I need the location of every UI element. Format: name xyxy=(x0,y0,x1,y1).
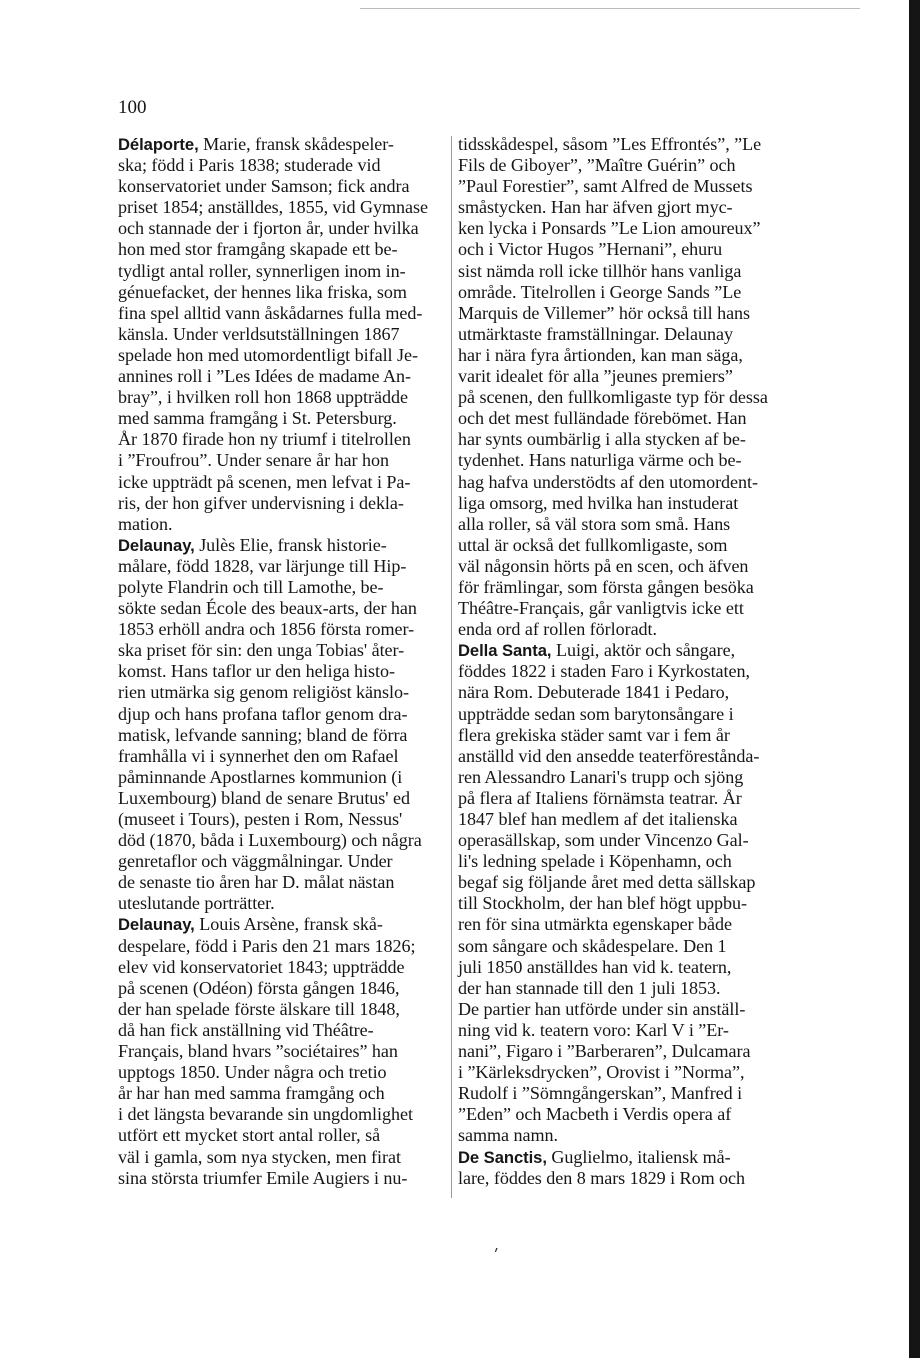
right-column-line xyxy=(458,830,798,851)
line-text: ”Eden” och Macbeth i Verdis opera af xyxy=(458,1104,732,1125)
line-text: för främlingar, som första gången besöka xyxy=(458,576,754,597)
left-column-line xyxy=(118,239,446,260)
line-text: sökte sedan École des beaux-arts, der han xyxy=(118,598,417,619)
right-column-line xyxy=(458,134,798,155)
line-text: nära Rom. Debuterade 1841 i Pedaro, xyxy=(458,682,730,703)
line-text: Rudolf i ”Sömngångerskan”, Manfred i xyxy=(458,1083,743,1104)
right-column-line xyxy=(458,429,798,450)
left-column-line xyxy=(118,767,446,788)
line-text: 1847 blef han medlem af det italienska xyxy=(458,809,738,829)
scan-edge xyxy=(909,0,920,1358)
line-text: till Stockholm, der han blef högt uppbu- xyxy=(458,893,747,914)
line-text: hag hafva understödts af den utomordent- xyxy=(458,471,758,492)
line-text: rien utmärka sig genom religiöst känslo- xyxy=(118,682,409,703)
left-column-line xyxy=(118,725,446,746)
line-text: varit idealet för alla ”jeunes premiers” xyxy=(458,366,733,387)
line-text: bray”, i hvilken roll hon 1868 uppträdde xyxy=(118,387,408,408)
right-column-line xyxy=(458,978,798,999)
left-column-line xyxy=(118,493,446,514)
line-text: elev vid konservatoriet 1843; uppträdde xyxy=(118,956,405,977)
left-column-line xyxy=(118,387,446,408)
line-text: påminnande Apostlarnes kommunion (i xyxy=(118,766,403,787)
line-text: känsla. Under verldsutställningen 1867 xyxy=(118,323,400,344)
line-text: Français, bland hvars ”sociétaires” han xyxy=(118,1041,398,1062)
line-text: har synts oumbärlig i alla stycken af be- xyxy=(458,429,746,450)
left-column-line xyxy=(118,1041,446,1062)
right-column-line xyxy=(458,155,798,176)
line-text: i ”Froufrou”. Under senare år har hon xyxy=(118,450,389,471)
line-text: matisk, lefvande sanning; bland de förra xyxy=(118,724,408,745)
line-text: på scenen (Odéon) första gången 1846, xyxy=(118,977,400,998)
right-column-line xyxy=(458,661,798,682)
line-text: Julès Elie, fransk historie- xyxy=(194,534,387,555)
line-text: och i Victor Hugos ”Hernani”, ehuru xyxy=(458,239,723,260)
line-text: génuefacket, der hennes lika friska, som xyxy=(118,281,407,302)
right-column-line xyxy=(458,261,798,282)
line-text: område. Titelrollen i George Sands ”Le xyxy=(458,281,742,302)
line-text: och det mest fulländade förebömet. Han xyxy=(458,408,747,429)
line-text: föddes 1822 i staden Faro i Kyrkostaten, xyxy=(458,661,750,682)
line-text: ”Paul Forestier”, samt Alfred de Mussets xyxy=(458,176,753,197)
page-number: 100 xyxy=(118,97,147,118)
right-column-line xyxy=(458,767,798,788)
right-column-line xyxy=(458,556,798,577)
right-column-line xyxy=(458,577,798,598)
line-text: väl i gamla, som nya stycken, men firat xyxy=(118,1146,401,1167)
line-text: på scenen, den fullkomligaste typ för dessa xyxy=(458,387,768,408)
left-column-line xyxy=(118,682,446,703)
line-text: sist nämda roll icke tillhör hans vanliga xyxy=(458,260,742,281)
line-text: uteslutande porträtter. xyxy=(118,893,275,914)
line-text: väl någonsin hörts på en scen, och äfven xyxy=(458,555,749,576)
left-column-line xyxy=(118,408,446,429)
left-column-line xyxy=(118,830,446,851)
line-text: år har han med samma framgång och xyxy=(118,1083,385,1104)
left-column-line xyxy=(118,640,446,661)
line-text: Luigi, aktör och sångare, xyxy=(551,640,736,661)
left-column-line xyxy=(118,999,446,1020)
line-text: konservatoriet under Samson; fick andra xyxy=(118,176,410,197)
line-text: begaf sig följande året med detta sällskap xyxy=(458,872,756,893)
left-column-line xyxy=(118,429,446,450)
left-column-line xyxy=(118,788,446,809)
right-column-line xyxy=(458,957,798,978)
line-text: sina största triumfer Emile Augiers i nu- xyxy=(118,1167,408,1188)
line-text: målare, född 1828, var lärjunge till Hip- xyxy=(118,555,407,576)
entry-headword: Délaporte, xyxy=(118,135,199,154)
line-text: nani”, Figaro i ”Barberaren”, Dulcamara xyxy=(458,1041,751,1062)
line-text: då han fick anställning vid Théâtre- xyxy=(118,1019,374,1040)
line-text: (museet i Tours), pesten i Rom, Nessus' xyxy=(118,809,403,829)
line-text: li's ledning spelade i Köpenhamn, och xyxy=(458,851,732,872)
right-column-line xyxy=(458,1041,798,1062)
right-column-line xyxy=(458,366,798,387)
left-column-line xyxy=(118,661,446,682)
left-column-line xyxy=(118,556,446,577)
left-column-line xyxy=(118,345,446,366)
line-text: De partier han utförde under sin anställ- xyxy=(458,998,746,1019)
left-column-line xyxy=(118,514,446,535)
line-text: Théâtre-Français, går vanligtvis icke ett xyxy=(458,598,744,619)
line-text: småstycken. Han har äfven gjort myc- xyxy=(458,197,733,218)
right-column-line xyxy=(458,1125,798,1146)
line-text: de senaste tio åren har D. målat nästan xyxy=(118,872,395,893)
right-column-line xyxy=(458,598,798,619)
right-column-line xyxy=(458,450,798,471)
line-text: alla roller, så väl stora som små. Hans xyxy=(458,513,731,534)
right-column-line xyxy=(458,1083,798,1104)
left-column-line xyxy=(118,1168,446,1189)
right-column-line xyxy=(458,1020,798,1041)
right-column-line xyxy=(458,809,798,830)
right-column-line xyxy=(458,872,798,893)
left-column-line xyxy=(118,851,446,872)
left-column-line xyxy=(118,893,446,914)
entry-headword: Delaunay, xyxy=(118,915,195,935)
line-text: anställd vid den ansedde teaterförestånda- xyxy=(458,745,760,766)
line-text: Marquis de Villemer” hör också till hans xyxy=(458,302,751,323)
line-text: på flera af Italiens förnämsta teatrar. År xyxy=(458,787,742,808)
left-column-line xyxy=(118,197,446,218)
right-column-line xyxy=(458,324,798,345)
left-column-line xyxy=(118,324,446,345)
line-text: flera grekiska städer samt var i fem år xyxy=(458,724,730,745)
right-column-line xyxy=(458,1062,798,1083)
left-column-line xyxy=(118,1062,446,1083)
right-column-line xyxy=(458,914,798,935)
left-column-line xyxy=(118,1125,446,1146)
right-column-line xyxy=(458,176,798,197)
left-column-line xyxy=(118,872,446,893)
line-text: icke uppträdt på scenen, men lefvat i Pa- xyxy=(118,471,411,492)
line-text: ning vid k. teatern voro: Karl V i ”Er- xyxy=(458,1019,729,1040)
left-column-line xyxy=(118,303,446,324)
left-column-line xyxy=(118,282,446,303)
line-text: framhålla vi i synnerhet den om Rafael xyxy=(118,745,399,766)
left-column-line xyxy=(118,218,446,239)
left-column-line xyxy=(118,809,446,830)
line-text: tidsskådespel, såsom ”Les Effrontés”, ”Le xyxy=(458,134,762,154)
line-text: Marie, fransk skådespeler- xyxy=(198,134,394,154)
right-column-line xyxy=(458,239,798,260)
right-column-line xyxy=(458,619,798,640)
line-text: Louis Arsène, fransk skå- xyxy=(194,914,383,935)
left-column-line xyxy=(118,746,446,767)
line-text: der han stannade till den 1 juli 1853. xyxy=(458,977,721,998)
line-text: Fils de Giboyer”, ”Maître Guérin” och xyxy=(458,155,736,176)
line-text: ren Alessandro Lanari's trupp och sjöng xyxy=(458,766,744,787)
right-column-line xyxy=(458,682,798,703)
line-text: fina spel alltid vann åskådarnes fulla med- xyxy=(118,302,423,323)
line-text: upptogs 1850. Under några och tretio xyxy=(118,1062,387,1083)
left-column-line xyxy=(118,1083,446,1104)
left-column-line xyxy=(118,366,446,387)
line-text: lare, föddes den 8 mars 1829 i Rom och xyxy=(458,1167,746,1188)
line-text: utfört ett mycket stort antal roller, så xyxy=(118,1125,381,1146)
left-column xyxy=(118,134,446,1189)
right-column-line xyxy=(458,851,798,872)
right-column-line xyxy=(458,514,798,535)
entry-headword: De Sanctis, xyxy=(458,1147,547,1167)
line-text: tydenhet. Hans naturliga värme och be- xyxy=(458,450,742,471)
line-text: liga omsorg, med hvilka han instuderat xyxy=(458,492,739,513)
right-column-line xyxy=(458,1168,798,1189)
right-column-line xyxy=(458,936,798,957)
top-rule xyxy=(360,8,860,9)
line-text: som sångare och skådespelare. Den 1 xyxy=(458,935,727,956)
line-text: uppträdde sedan som barytonsångare i xyxy=(458,703,734,724)
line-text: ris, der hon gifver undervisning i dekla- xyxy=(118,492,404,513)
right-column-line xyxy=(458,999,798,1020)
line-text: priset 1854; anställdes, 1855, vid Gymnase xyxy=(118,197,428,218)
left-column-line xyxy=(118,155,446,176)
right-column-line xyxy=(458,893,798,914)
line-text: Luxembourg) bland de senare Brutus' ed xyxy=(118,787,410,808)
left-column-line xyxy=(118,577,446,598)
line-text: och stannade der i fjorton år, under hvilka xyxy=(118,218,419,239)
line-text: enda ord af rollen förloradt. xyxy=(458,619,658,640)
line-text: ken lycka i Ponsards ”Le Lion amoureux” xyxy=(458,218,761,239)
line-text: död (1870, båda i Luxembourg) och några xyxy=(118,830,422,851)
line-text: spelade hon med utomordentligt bifall Je- xyxy=(118,344,418,365)
line-text: der han spelade förste älskare till 1848, xyxy=(118,998,400,1019)
right-column-line xyxy=(458,640,798,661)
right-column-line xyxy=(458,1147,798,1168)
right-column-line xyxy=(458,493,798,514)
right-column-line xyxy=(458,408,798,429)
left-column-line xyxy=(118,261,446,282)
left-column-line xyxy=(118,957,446,978)
line-text: uttal är också det fullkomligaste, som xyxy=(458,534,728,555)
line-text: despelare, född i Paris den 21 mars 1826; xyxy=(118,935,416,956)
line-text: Guglielmo, italiensk må- xyxy=(546,1146,731,1167)
left-column-line xyxy=(118,936,446,957)
column-divider xyxy=(451,136,452,1198)
right-column-line xyxy=(458,788,798,809)
line-text: har i nära fyra årtionden, kan man säga, xyxy=(458,344,743,365)
line-text: djup och hans profana taflor genom dra- xyxy=(118,703,408,724)
line-text: ska; född i Paris 1838; studerade vid xyxy=(118,155,381,176)
left-column-line xyxy=(118,914,446,935)
right-column-line xyxy=(458,472,798,493)
line-text: polyte Flandrin och till Lamothe, be- xyxy=(118,576,384,597)
line-text: i det längsta bevarande sin ungdomlighet xyxy=(118,1104,413,1125)
right-column-line xyxy=(458,725,798,746)
line-text: komst. Hans taflor ur den heliga histo- xyxy=(118,661,395,682)
line-text: mation. xyxy=(118,513,173,534)
entry-headword: Delaunay, xyxy=(118,535,195,555)
line-text: ska priset för sin: den unga Tobias' åter- xyxy=(118,640,405,661)
left-column-line xyxy=(118,134,446,155)
left-column-line xyxy=(118,704,446,725)
left-column-line xyxy=(118,176,446,197)
line-text: med samma framgång i St. Petersburg. xyxy=(118,408,397,429)
line-text: genretaflor och väggmålningar. Under xyxy=(118,851,393,872)
right-column-line xyxy=(458,535,798,556)
right-column-line xyxy=(458,1104,798,1125)
right-column-line xyxy=(458,704,798,725)
line-text: ren för sina utmärkta egenskaper både xyxy=(458,914,732,935)
right-column-line xyxy=(458,387,798,408)
line-text: samma namn. xyxy=(458,1125,558,1146)
line-text: annines roll i ”Les Idées de madame An- xyxy=(118,366,411,387)
left-column-line xyxy=(118,1020,446,1041)
entry-headword: Della Santa, xyxy=(458,641,552,661)
left-column-line xyxy=(118,472,446,493)
right-column-line xyxy=(458,197,798,218)
right-column xyxy=(458,134,798,1189)
line-text: 1853 erhöll andra och 1856 första romer- xyxy=(118,619,415,640)
line-text: tydligt antal roller, synnerligen inom in- xyxy=(118,260,406,281)
line-text: juli 1850 anställdes han vid k. teatern, xyxy=(458,956,732,977)
left-column-line xyxy=(118,450,446,471)
line-text: År 1870 firade hon ny triumf i titelrollen xyxy=(118,429,411,450)
line-text: utmärktaste framställningar. Delaunay xyxy=(458,323,733,344)
left-column-line xyxy=(118,1147,446,1168)
left-column-line xyxy=(118,535,446,556)
line-text: i ”Kärleksdrycken”, Orovist i ”Norma”, xyxy=(458,1062,745,1083)
left-column-line xyxy=(118,978,446,999)
stray-mark: ʹ xyxy=(494,1246,499,1265)
line-text: operasällskap, som under Vincenzo Gal- xyxy=(458,830,749,851)
left-column-line xyxy=(118,598,446,619)
right-column-line xyxy=(458,282,798,303)
line-text: hon med stor framgång skapade ett be- xyxy=(118,239,398,260)
right-column-line xyxy=(458,746,798,767)
left-column-line xyxy=(118,1104,446,1125)
right-column-line xyxy=(458,218,798,239)
left-column-line xyxy=(118,619,446,640)
right-column-line xyxy=(458,303,798,324)
right-column-line xyxy=(458,345,798,366)
